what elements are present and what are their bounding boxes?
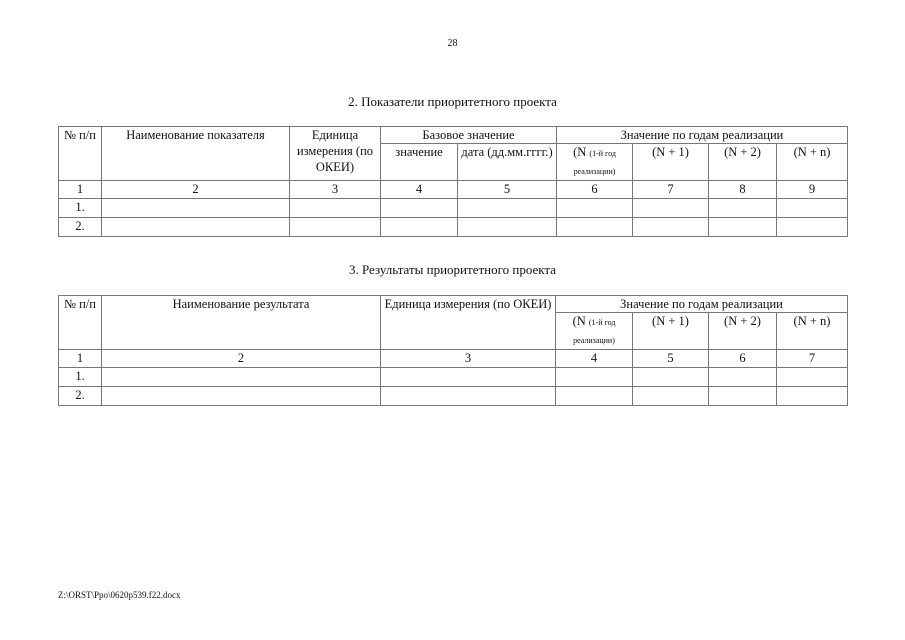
header-year-n-note: (1-й год реализации) <box>573 318 616 345</box>
header-base: Базовое значение <box>381 127 557 144</box>
table-cell <box>458 199 557 218</box>
table-cell <box>709 199 777 218</box>
results-table <box>58 295 848 406</box>
section-title-indicators: 2. Показатели приоритетного проекта <box>348 94 557 109</box>
column-number: 2 <box>102 181 290 199</box>
table-cell <box>633 368 709 387</box>
table-cell <box>102 368 381 387</box>
column-number: 1 <box>59 181 102 199</box>
column-number: 7 <box>777 350 848 368</box>
table-cell <box>381 218 458 237</box>
row-number: 2. <box>59 387 102 406</box>
table-cell <box>381 387 556 406</box>
table-cell <box>709 218 777 237</box>
header-base-value: значение <box>381 144 458 181</box>
column-number: 2 <box>102 350 381 368</box>
header-years: Значение по годам реализации <box>557 127 848 144</box>
table-cell <box>556 368 633 387</box>
section-title-results: 3. Результаты приоритетного проекта <box>349 262 556 277</box>
table-cell <box>633 218 709 237</box>
indicators-table <box>58 126 848 237</box>
column-number: 8 <box>709 181 777 199</box>
header-year-n <box>556 313 633 350</box>
table-cell <box>633 387 709 406</box>
header-num: № п/п <box>59 296 102 350</box>
column-number: 5 <box>633 350 709 368</box>
header-year-n <box>557 144 633 181</box>
header-year-n-prefix: (N <box>572 314 586 328</box>
table-cell <box>556 387 633 406</box>
table-cell <box>777 218 848 237</box>
header-year-nn: (N + n) <box>777 144 848 181</box>
table-row <box>59 218 848 237</box>
header-year-n1: (N + 1) <box>633 144 709 181</box>
header-num: № п/п <box>59 127 102 181</box>
column-number-row <box>59 350 848 368</box>
table-cell <box>709 387 777 406</box>
table-row <box>59 199 848 218</box>
header-indicator-name: Наименование показателя <box>102 127 290 181</box>
table-cell <box>557 218 633 237</box>
table-cell <box>709 368 777 387</box>
row-number: 1. <box>59 199 102 218</box>
header-unit: Единица измерения (по ОКЕИ) <box>290 127 381 181</box>
column-number: 7 <box>633 181 709 199</box>
table-cell <box>557 199 633 218</box>
row-number: 1. <box>59 368 102 387</box>
table-cell <box>102 199 290 218</box>
column-number: 4 <box>381 181 458 199</box>
table-cell <box>777 387 848 406</box>
column-number: 5 <box>458 181 557 199</box>
column-number: 3 <box>290 181 381 199</box>
column-number: 9 <box>777 181 848 199</box>
header-base-date: дата (дд.мм.гггг.) <box>458 144 557 181</box>
row-number: 2. <box>59 218 102 237</box>
table-cell <box>381 199 458 218</box>
header-result-name: Наименование результата <box>102 296 381 350</box>
header-year-n2: (N + 2) <box>709 313 777 350</box>
header-year-n-prefix: (N <box>573 145 587 159</box>
table-cell <box>381 368 556 387</box>
column-number-row <box>59 181 848 199</box>
table-cell <box>290 218 381 237</box>
header-year-n-note: (1-й год реализации) <box>573 149 616 176</box>
table-cell <box>290 199 381 218</box>
header-year-n2: (N + 2) <box>709 144 777 181</box>
header-years: Значение по годам реализации <box>556 296 848 313</box>
table-cell <box>102 218 290 237</box>
table-cell <box>777 199 848 218</box>
column-number: 3 <box>381 350 556 368</box>
page-number: 28 <box>447 38 458 49</box>
table-cell <box>633 199 709 218</box>
table-cell <box>458 218 557 237</box>
column-number: 1 <box>59 350 102 368</box>
column-number: 4 <box>556 350 633 368</box>
column-number: 6 <box>557 181 633 199</box>
footer-file-path: Z:\ORST\Ppo\0620p539.f22.docx <box>58 590 181 600</box>
header-unit: Единица измерения (по ОКЕИ) <box>381 296 556 350</box>
header-year-nn: (N + n) <box>777 313 848 350</box>
table-cell <box>102 387 381 406</box>
table-cell <box>777 368 848 387</box>
table-row <box>59 387 848 406</box>
column-number: 6 <box>709 350 777 368</box>
table-row <box>59 368 848 387</box>
header-year-n1: (N + 1) <box>633 313 709 350</box>
